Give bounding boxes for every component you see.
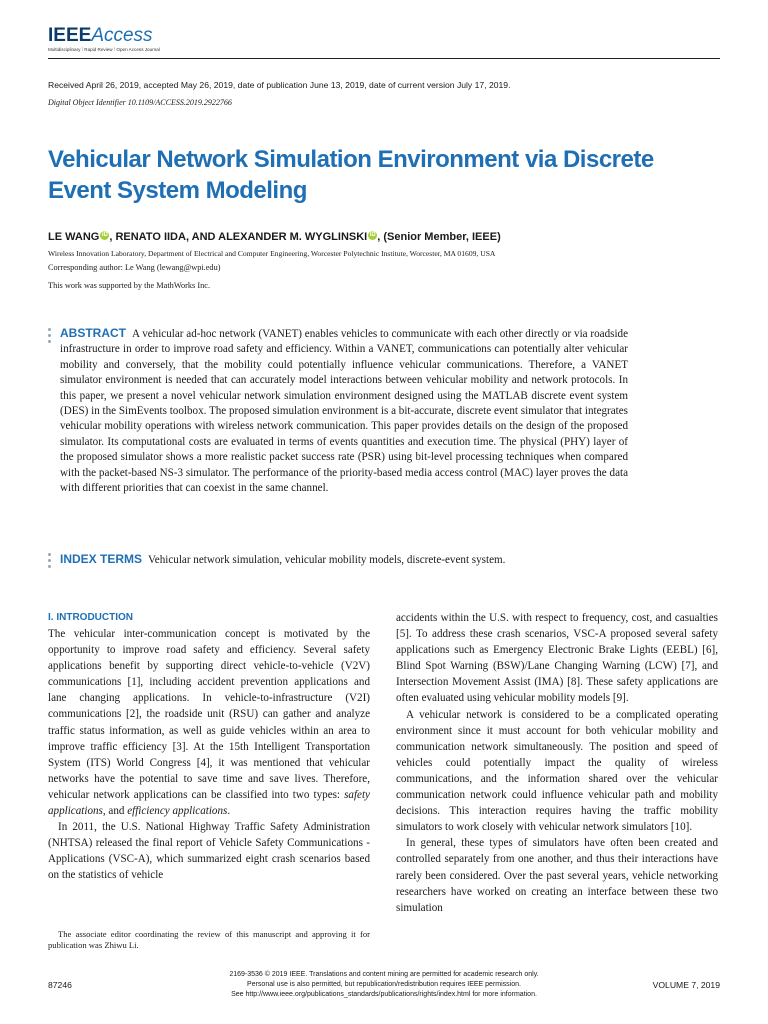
index-terms-label: INDEX TERMS xyxy=(60,552,143,566)
abstract-text: A vehicular ad-hoc network (VANET) enables vehicles to communicate with each other directly or via roadside infrastructure in order to improve road safety and efficiency. Within a VANET, communications can potentially alter vehicular mobility and conversely, that the mobility could potentially influence vehicular communications. Therefore, a VANET simulator environment is needed that can accurately model interactions between vehicular mobility and network protocols. In this paper, we present a novel vehicular network simulation environment designed using the MATLAB discrete event system (DES) in the SimEvents toolbox. The proposed simulation environment is a bit-accurate, discrete event simulator that integrates vehicular mobility operations with wireless network communication. This paper provides details on the design of the proposed simulator. Its computational costs are evaluated in terms of events quantities and execution time. The physical (PHY) layer of the proposed simulator shows a more realistic packet success rate (PSR) using bit-level processing techniques when compared with the packet-based NS-3 simulator. The performance of the priority-based media access control (MAC) layer proves the data with different priorities that can coexist in the same channel. xyxy=(60,328,628,495)
author-2-3: , RENATO IIDA, AND ALEXANDER M. WYGLINSKI xyxy=(109,231,368,243)
author-list xyxy=(48,231,501,243)
paragraph: accidents within the U.S. with respect to frequency, cost, and casualties [5]. To address these crash scenarios, VSC-A proposed several safety applications such as Emergency Electronic Brake Lights (EEBL) [6], Blind Spot Warning (BSW)/Lane Changing Warning (LCW) [7], and Intersection Movement Assist (IMA) [8]. These safety applications are often evaluated using vehicular mobility models [9]. xyxy=(396,612,718,705)
paper-title: Vehicular Network Simulation Environment via Discrete Event System Modeling xyxy=(48,146,654,204)
affiliation: Wireless Innovation Laboratory, Department of Electrical and Computer Engineering, Worcester Polytechnic Institute, Worcester, MA 01609, USA xyxy=(48,249,496,258)
received-dates: Received April 26, 2019, accepted May 26, 2019, date of publication June 13, 2019, date of current version July 17, 2019. xyxy=(48,80,511,90)
index-terms-text: Vehicular network simulation, vehicular mobility models, discrete-event system. xyxy=(148,554,506,566)
paragraph: In general, these types of simulators have often been created and controlled separately from one another, and thus their interactions have rarely been considered. Over the past several years, vehicle networking researchers have worked on creating an interface between these two simulation xyxy=(396,837,718,914)
author-1: LE WANG xyxy=(48,231,100,243)
page-number: 87246 xyxy=(48,980,72,990)
abstract-label: ABSTRACT xyxy=(60,326,126,340)
logo-tagline: Multidisciplinary ⁞ Rapid Review ⁞ Open Access Journal xyxy=(48,47,160,52)
index-terms xyxy=(60,552,660,568)
journal-logo xyxy=(48,26,160,52)
paragraph: In 2011, the U.S. National Highway Traffic Safety Administration (NHTSA) released the final report of Vehicle Safety Communications - Applications (VSC-A), which summarized eight crash scenarios based on the statistics of vehicle xyxy=(48,821,370,882)
author-membership: , (Senior Member, IEEE) xyxy=(377,231,501,243)
section-heading: I. INTRODUCTION xyxy=(48,612,133,623)
index-terms-marker-icon xyxy=(48,553,51,571)
copyright-notice: 2169-3536 © 2019 IEEE. Translations and content mining are permitted for academic research only. Personal use is also permitted, but republication/redistribution requires IEEE permission. See http://www.ieee.org/publications_standards/publications/rights/index.html for more information. xyxy=(229,971,539,998)
logo-ieee-text: IEEE xyxy=(48,25,92,46)
orcid-icon[interactable]: iD xyxy=(101,232,108,238)
body-left-column xyxy=(48,610,370,884)
paragraph: The vehicular inter-communication concept is motivated by the opportunity to improve road safety and efficiency. Several safety applications benefit by supporting direct vehicle-to-vehicle (V2V) communications [1], including accident prevention applications and lane changing applications. In vehicle-to-infrastructure (V2I) communications [2], the roadside unit (RSU) can gather and analyze traffic status information, as well as guide vehicles within an area to improve traffic efficiency [3]. At the 15th Intelligent Transportation System (ITS) World Congress [4], it was mentioned that vehicular networks have the potential to save time and save lives. Therefore, vehicular network applications can be classified into two types: safety applications, and efficiency applications. xyxy=(48,628,370,818)
funding-note: This work was supported by the MathWorks Inc. xyxy=(48,281,211,290)
logo-access-text: Access xyxy=(91,25,153,46)
abstract-marker-icon xyxy=(48,328,51,346)
editor-footnote: The associate editor coordinating the review of this manuscript and approving it for publication was Zhiwu Li. xyxy=(48,929,370,950)
corresponding-author: Corresponding author: Le Wang (lewang@wpi.edu) xyxy=(48,263,221,272)
orcid-icon[interactable]: iD xyxy=(369,232,376,238)
abstract xyxy=(60,326,628,496)
doi-line: Digital Object Identifier 10.1109/ACCESS.2019.2922766 xyxy=(48,98,232,107)
header-rule xyxy=(48,58,720,59)
body-right-column xyxy=(396,610,718,916)
volume-label: VOLUME 7, 2019 xyxy=(652,980,720,990)
paragraph: A vehicular network is considered to be a complicated operating environment since it must account for both vehicular mobility and communication network simultaneously. The position and speed of vehicles could potentially impact the quality of wireless communications, and the information shared over the vehicular communication network could influence vehicular path and mobility decisions. This interaction requires having the traffic mobility simulators to work closely with vehicular network simulators [10]. xyxy=(396,708,718,834)
